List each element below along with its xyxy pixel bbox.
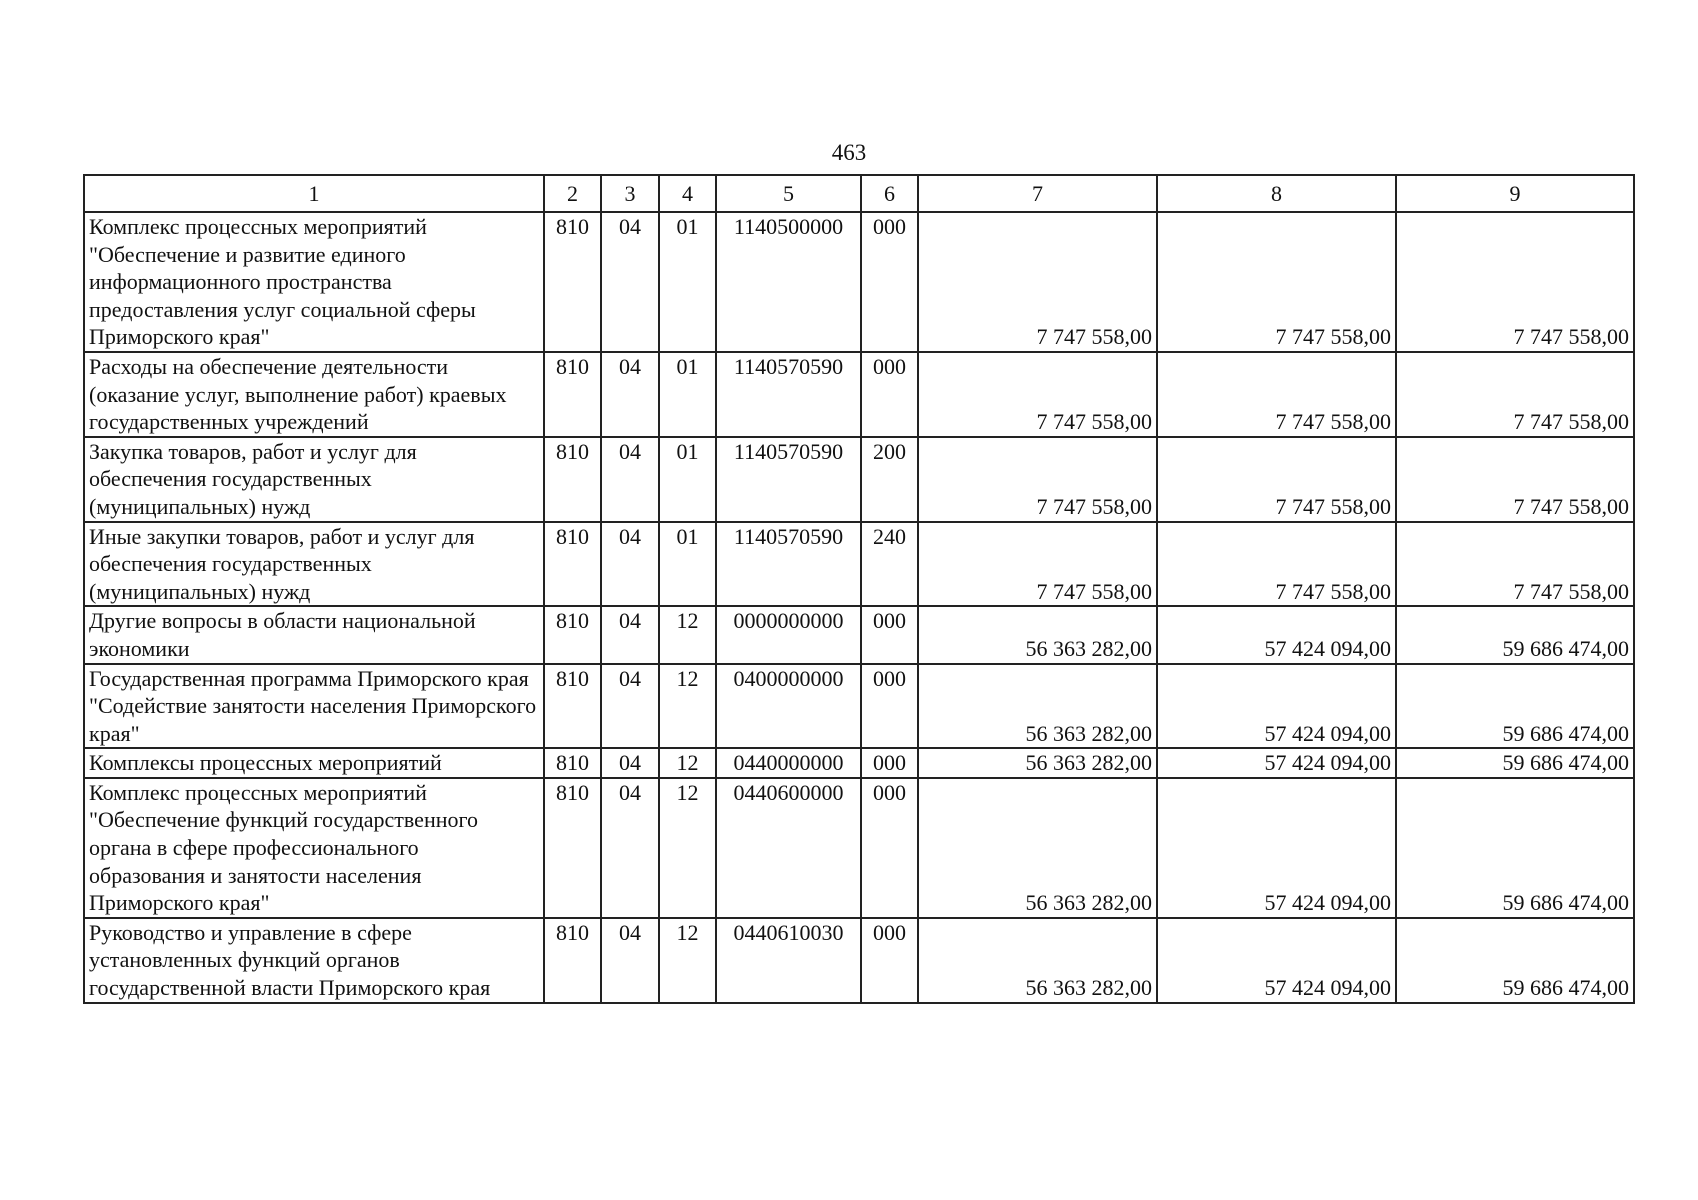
amount-year1-cell: 7 747 558,00 [918, 352, 1157, 437]
section-code-cell: 04 [601, 606, 659, 663]
amount-year3-cell: 7 747 558,00 [1396, 212, 1634, 352]
amount-year2-cell: 57 424 094,00 [1157, 606, 1396, 663]
subsection-code-cell: 01 [659, 522, 716, 607]
subsection-code-cell: 12 [659, 778, 716, 918]
column-header: 5 [716, 175, 861, 212]
target-article-cell: 1140500000 [716, 212, 861, 352]
target-article-cell: 0000000000 [716, 606, 861, 663]
amount-year1-cell: 7 747 558,00 [918, 212, 1157, 352]
admin-code-cell: 810 [544, 748, 601, 778]
target-article-cell: 0440610030 [716, 918, 861, 1003]
expense-type-cell: 000 [861, 606, 918, 663]
amount-year2-cell: 7 747 558,00 [1157, 352, 1396, 437]
table-row [84, 664, 1634, 749]
amount-year3-cell: 59 686 474,00 [1396, 606, 1634, 663]
admin-code-cell: 810 [544, 664, 601, 749]
amount-year3-cell: 59 686 474,00 [1396, 918, 1634, 1003]
column-header: 8 [1157, 175, 1396, 212]
table-header-row [84, 175, 1634, 212]
table-row [84, 918, 1634, 1003]
row-name-cell: Комплекс процессных мероприятий "Обеспечение и развитие единого информационного пространства предоставления услуг социальной сферы Приморского края" [84, 212, 544, 352]
target-article-cell: 0440000000 [716, 748, 861, 778]
section-code-cell: 04 [601, 212, 659, 352]
expense-type-cell: 240 [861, 522, 918, 607]
section-code-cell: 04 [601, 778, 659, 918]
admin-code-cell: 810 [544, 352, 601, 437]
subsection-code-cell: 12 [659, 748, 716, 778]
subsection-code-cell: 12 [659, 606, 716, 663]
amount-year2-cell: 57 424 094,00 [1157, 778, 1396, 918]
amount-year2-cell: 57 424 094,00 [1157, 918, 1396, 1003]
row-name-cell: Комплексы процессных мероприятий [84, 748, 544, 778]
table-row [84, 212, 1634, 352]
row-name-cell: Иные закупки товаров, работ и услуг для обеспечения государственных (муниципальных) нужд [84, 522, 544, 607]
column-header: 1 [84, 175, 544, 212]
expense-type-cell: 000 [861, 352, 918, 437]
subsection-code-cell: 01 [659, 437, 716, 522]
table-row [84, 437, 1634, 522]
column-header: 9 [1396, 175, 1634, 212]
expense-type-cell: 000 [861, 918, 918, 1003]
amount-year3-cell: 59 686 474,00 [1396, 748, 1634, 778]
table-row [84, 352, 1634, 437]
target-article-cell: 1140570590 [716, 437, 861, 522]
row-name-cell: Другие вопросы в области национальной экономики [84, 606, 544, 663]
amount-year2-cell: 7 747 558,00 [1157, 522, 1396, 607]
expense-type-cell: 000 [861, 212, 918, 352]
row-name-cell: Государственная программа Приморского края "Содействие занятости населения Приморского края" [84, 664, 544, 749]
admin-code-cell: 810 [544, 437, 601, 522]
amount-year2-cell: 57 424 094,00 [1157, 664, 1396, 749]
column-header: 3 [601, 175, 659, 212]
amount-year1-cell: 56 363 282,00 [918, 918, 1157, 1003]
table-row [84, 748, 1634, 778]
subsection-code-cell: 12 [659, 918, 716, 1003]
amount-year1-cell: 7 747 558,00 [918, 522, 1157, 607]
subsection-code-cell: 01 [659, 352, 716, 437]
row-name-cell: Комплекс процессных мероприятий "Обеспечение функций государственного органа в сфере профессионального образования и занятости населения Приморского края" [84, 778, 544, 918]
amount-year2-cell: 7 747 558,00 [1157, 437, 1396, 522]
budget-table [83, 174, 1635, 1004]
expense-type-cell: 000 [861, 748, 918, 778]
expense-type-cell: 200 [861, 437, 918, 522]
table-row [84, 778, 1634, 918]
amount-year3-cell: 59 686 474,00 [1396, 664, 1634, 749]
amount-year2-cell: 57 424 094,00 [1157, 748, 1396, 778]
expense-type-cell: 000 [861, 778, 918, 918]
amount-year1-cell: 56 363 282,00 [918, 664, 1157, 749]
section-code-cell: 04 [601, 437, 659, 522]
amount-year3-cell: 7 747 558,00 [1396, 522, 1634, 607]
subsection-code-cell: 12 [659, 664, 716, 749]
amount-year1-cell: 56 363 282,00 [918, 778, 1157, 918]
target-article-cell: 1140570590 [716, 522, 861, 607]
expense-type-cell: 000 [861, 664, 918, 749]
row-name-cell: Руководство и управление в сфере установленных функций органов государственной власти Приморского края [84, 918, 544, 1003]
table-row [84, 606, 1634, 663]
admin-code-cell: 810 [544, 212, 601, 352]
admin-code-cell: 810 [544, 522, 601, 607]
column-header: 2 [544, 175, 601, 212]
amount-year3-cell: 7 747 558,00 [1396, 352, 1634, 437]
section-code-cell: 04 [601, 664, 659, 749]
page-number: 463 [831, 140, 867, 165]
amount-year1-cell: 56 363 282,00 [918, 748, 1157, 778]
amount-year1-cell: 56 363 282,00 [918, 606, 1157, 663]
subsection-code-cell: 01 [659, 212, 716, 352]
column-header: 6 [861, 175, 918, 212]
column-header: 7 [918, 175, 1157, 212]
section-code-cell: 04 [601, 918, 659, 1003]
amount-year3-cell: 7 747 558,00 [1396, 437, 1634, 522]
row-name-cell: Закупка товаров, работ и услуг для обеспечения государственных (муниципальных) нужд [84, 437, 544, 522]
section-code-cell: 04 [601, 352, 659, 437]
amount-year2-cell: 7 747 558,00 [1157, 212, 1396, 352]
admin-code-cell: 810 [544, 918, 601, 1003]
amount-year3-cell: 59 686 474,00 [1396, 778, 1634, 918]
column-header: 4 [659, 175, 716, 212]
admin-code-cell: 810 [544, 778, 601, 918]
target-article-cell: 0400000000 [716, 664, 861, 749]
row-name-cell: Расходы на обеспечение деятельности (оказание услуг, выполнение работ) краевых государственных учреждений [84, 352, 544, 437]
amount-year1-cell: 7 747 558,00 [918, 437, 1157, 522]
target-article-cell: 1140570590 [716, 352, 861, 437]
section-code-cell: 04 [601, 522, 659, 607]
target-article-cell: 0440600000 [716, 778, 861, 918]
section-code-cell: 04 [601, 748, 659, 778]
table-row [84, 522, 1634, 607]
admin-code-cell: 810 [544, 606, 601, 663]
